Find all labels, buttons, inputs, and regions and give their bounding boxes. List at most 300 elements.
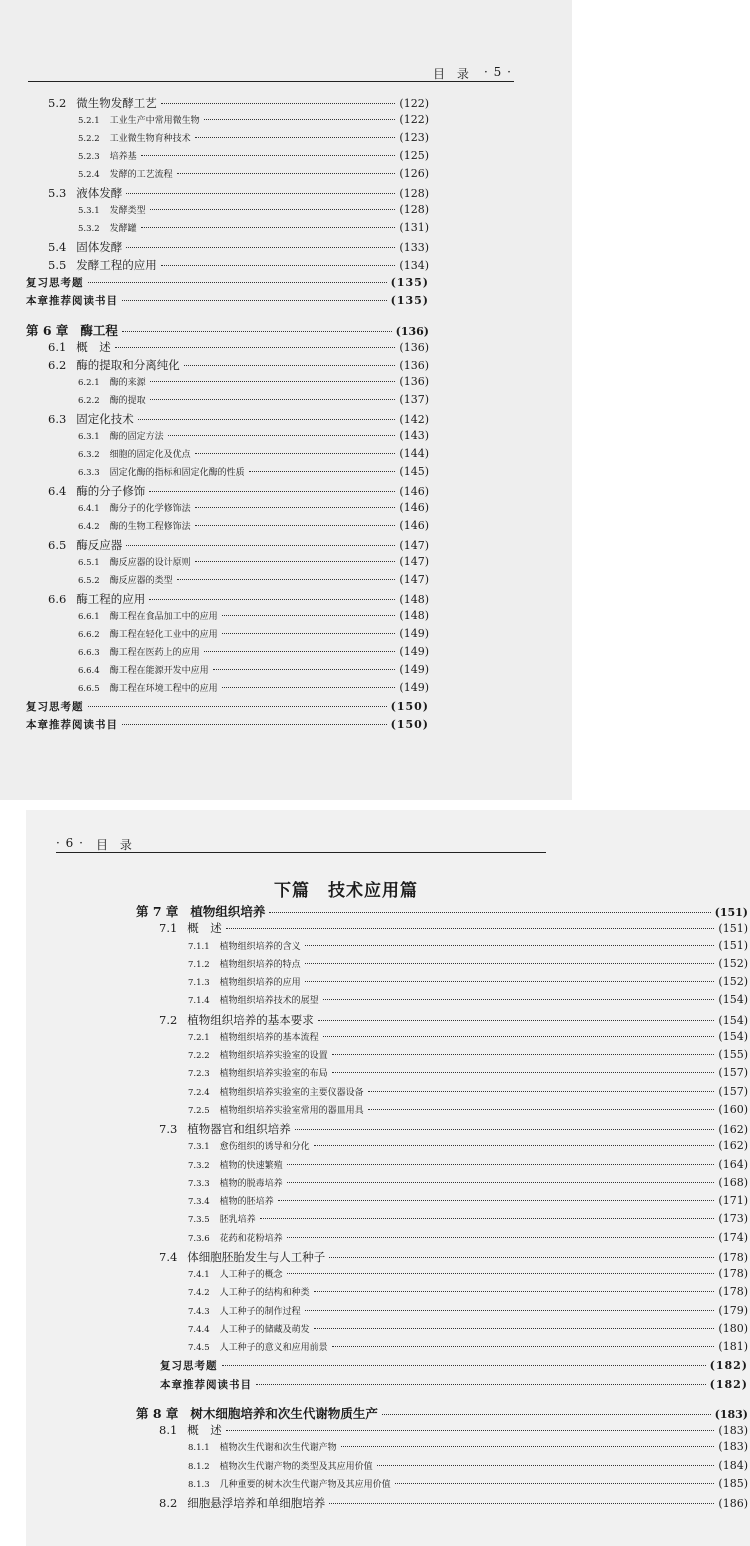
dot-leader bbox=[161, 103, 396, 104]
toc-entry bbox=[78, 681, 429, 694]
toc-entry-number: 6.2 bbox=[48, 358, 67, 372]
toc-entry-title: 植物组织培养的应用 bbox=[219, 978, 301, 988]
dot-leader bbox=[368, 1091, 715, 1092]
toc-entry-page: (137) bbox=[399, 393, 429, 406]
dot-leader bbox=[161, 265, 396, 266]
toc-entry-page: (146) bbox=[399, 501, 429, 514]
dot-leader bbox=[195, 525, 396, 526]
toc-entry-title: 微生物发酵工艺 bbox=[76, 96, 157, 110]
toc-entry-title: 植物的胚培养 bbox=[219, 1197, 274, 1207]
dot-leader bbox=[149, 491, 395, 492]
toc-entry-number: 7.3.5 bbox=[188, 1215, 210, 1226]
dot-leader bbox=[323, 1036, 715, 1037]
toc-entry-number: 7.4.3 bbox=[188, 1306, 210, 1317]
toc-entry-title: 胚乳培养 bbox=[219, 1215, 256, 1226]
toc-entry-title: 酶的提取和分离纯化 bbox=[76, 358, 180, 372]
toc-entry-page: (154) bbox=[718, 1013, 748, 1027]
toc-entry-page: (171) bbox=[718, 1194, 748, 1207]
dot-leader bbox=[222, 1365, 706, 1366]
toc-entry bbox=[78, 429, 429, 442]
toc-entry bbox=[48, 483, 429, 499]
toc-entry bbox=[78, 573, 429, 586]
toc-entry bbox=[78, 447, 429, 460]
dot-leader bbox=[141, 227, 396, 228]
dot-leader bbox=[88, 282, 387, 283]
toc-entry-number: 7.3 bbox=[159, 1122, 178, 1136]
toc-entry-number: 第 7 章 bbox=[136, 904, 179, 919]
toc-entry-page: (151) bbox=[714, 906, 748, 919]
toc-entry-page: (150) bbox=[390, 700, 429, 713]
toc-entry-title: 酶工程在能源开发中应用 bbox=[109, 666, 209, 676]
toc-entry-page: (126) bbox=[399, 167, 429, 180]
dot-leader bbox=[287, 1164, 715, 1165]
toc-entry-title: 酶反应器 bbox=[76, 538, 123, 552]
toc-entry-number: 7.4.2 bbox=[188, 1288, 210, 1299]
toc-entry-number: 6.2.1 bbox=[78, 378, 100, 388]
dot-leader bbox=[305, 963, 715, 964]
dot-leader bbox=[332, 1346, 715, 1347]
dot-leader bbox=[126, 545, 395, 546]
dot-leader bbox=[222, 615, 396, 616]
dot-leader bbox=[195, 561, 396, 562]
toc-entry-title: 酶工程在医药上的应用 bbox=[109, 648, 200, 658]
toc-entry bbox=[159, 1121, 748, 1137]
dot-leader bbox=[126, 193, 395, 194]
toc-entry-page: (154) bbox=[718, 1029, 748, 1043]
toc-entry-page: (162) bbox=[718, 1139, 748, 1153]
toc-entry-title: 酶的分子修饰 bbox=[76, 484, 146, 498]
toc-entry-page: (183) bbox=[718, 1440, 748, 1454]
toc-entry bbox=[159, 1422, 748, 1438]
toc-entry-number: 7.2.2 bbox=[188, 1051, 210, 1061]
toc-entry bbox=[26, 275, 429, 290]
toc-entry-title: 酶分子的化学修饰法 bbox=[109, 504, 191, 514]
toc-entry-number: 7.1 bbox=[159, 921, 178, 936]
toc-entry-title: 人工种子的储藏及萌发 bbox=[219, 1324, 310, 1335]
toc-entry bbox=[188, 1340, 748, 1353]
running-header: 目 录 bbox=[433, 67, 473, 81]
toc-entry-page: (135) bbox=[390, 294, 429, 307]
toc-entry-number: 7.3.1 bbox=[188, 1142, 210, 1153]
toc-entry-number: 6.4 bbox=[48, 484, 67, 498]
dot-leader bbox=[329, 1257, 714, 1258]
toc-entry-number: 7.1.3 bbox=[188, 978, 210, 988]
toc-entry-page: (182) bbox=[709, 1377, 748, 1391]
toc-entry-number: 6.3.3 bbox=[78, 468, 100, 478]
toc-entry-title: 工业微生物育种技术 bbox=[109, 134, 191, 144]
toc-entry-page: (186) bbox=[718, 1497, 748, 1510]
toc-entry-page: (122) bbox=[399, 113, 429, 126]
toc-entry bbox=[188, 1440, 748, 1453]
toc-entry-number: 5.2.3 bbox=[78, 152, 100, 162]
toc-entry-title: 植物组织培养的基本流程 bbox=[219, 1032, 319, 1043]
page-number: · 6 · bbox=[56, 836, 84, 850]
toc-entry-title: 培养基 bbox=[109, 152, 137, 162]
toc-entry-page: (133) bbox=[399, 241, 429, 254]
toc-entry-title: 复习思考题 bbox=[26, 701, 84, 713]
toc-entry bbox=[48, 185, 429, 201]
toc-entry-page: (183) bbox=[714, 1407, 748, 1421]
toc-entry bbox=[78, 609, 429, 622]
toc-entry-title: 固体发酵 bbox=[76, 240, 123, 254]
dot-leader bbox=[195, 137, 396, 138]
toc-entry-page: (178) bbox=[718, 1250, 748, 1264]
toc-entry-page: (135) bbox=[390, 276, 429, 289]
toc-entry-title: 愈伤组织的诱导和分化 bbox=[219, 1142, 310, 1153]
toc-entry bbox=[159, 920, 748, 936]
toc-entry-number: 5.3 bbox=[48, 186, 67, 200]
toc-entry-title: 复习思考题 bbox=[160, 1360, 218, 1373]
dot-leader bbox=[184, 365, 396, 366]
toc-entry-page: (183) bbox=[718, 1424, 748, 1437]
toc-entry bbox=[159, 1249, 748, 1265]
toc-entry bbox=[188, 1285, 748, 1298]
toc-entry-page: (178) bbox=[718, 1267, 748, 1280]
dot-leader bbox=[149, 599, 395, 600]
toc-entry bbox=[78, 131, 429, 144]
dot-leader bbox=[323, 999, 715, 1000]
toc-entry-title: 植物次生代谢和次生代谢产物 bbox=[219, 1443, 337, 1454]
toc-entry bbox=[188, 1176, 748, 1189]
toc-entry-page: (147) bbox=[399, 539, 429, 552]
toc-entry bbox=[188, 957, 748, 970]
toc-entry-number: 6.5.1 bbox=[78, 558, 100, 568]
toc-entry-page: (147) bbox=[399, 555, 429, 568]
toc-entry bbox=[188, 1304, 748, 1317]
toc-entry-number: 7.3.4 bbox=[188, 1197, 210, 1207]
dot-leader bbox=[305, 945, 715, 946]
toc-entry-title: 植物器官和组织培养 bbox=[187, 1122, 291, 1136]
toc-entry-number: 6.6.1 bbox=[78, 612, 100, 622]
toc-entry bbox=[78, 149, 429, 162]
toc-entry-number: 5.2.2 bbox=[78, 134, 100, 144]
toc-entry-page: (128) bbox=[399, 187, 429, 200]
toc-entry-number: 8.1.2 bbox=[188, 1461, 210, 1472]
toc-entry-page: (151) bbox=[718, 938, 748, 952]
toc-entry bbox=[48, 339, 429, 355]
toc-entry-page: (173) bbox=[718, 1212, 748, 1226]
toc-entry-number: 7.4.5 bbox=[188, 1343, 210, 1353]
toc-entry bbox=[48, 537, 429, 553]
toc-entry-number: 6.6.2 bbox=[78, 630, 100, 640]
toc-entry-number: 7.1.1 bbox=[188, 941, 210, 952]
toc-entry-title: 发酵罐 bbox=[109, 224, 137, 234]
toc-entry-page: (174) bbox=[718, 1230, 748, 1244]
dot-leader bbox=[226, 1430, 715, 1431]
toc-entry bbox=[188, 1477, 748, 1490]
dot-leader bbox=[177, 173, 396, 174]
toc-entry-title: 几种重要的树木次生代谢产物及其应用价值 bbox=[219, 1479, 391, 1490]
toc-entry bbox=[78, 167, 429, 180]
toc-entry-page: (148) bbox=[399, 609, 429, 622]
toc-entry-title: 概 述 bbox=[187, 1423, 222, 1437]
toc-entry-number: 7.2.4 bbox=[188, 1087, 210, 1098]
toc-entry-title: 发酵工程的应用 bbox=[76, 258, 157, 272]
toc-entry-number: 第 6 章 bbox=[26, 323, 69, 338]
dot-leader bbox=[332, 1072, 715, 1073]
dot-leader bbox=[329, 1503, 714, 1504]
toc-entry-title: 酶的提取 bbox=[109, 396, 146, 406]
running-header: 目 录 bbox=[96, 838, 136, 852]
dot-leader bbox=[314, 1145, 715, 1146]
toc-entry-page: (125) bbox=[399, 149, 429, 162]
toc-entry-title: 植物组织培养实验室的主要仪器设备 bbox=[219, 1087, 364, 1098]
dot-leader bbox=[138, 419, 396, 420]
toc-entry-number: 7.4.4 bbox=[188, 1324, 210, 1335]
header-rule bbox=[56, 852, 546, 853]
toc-entry bbox=[188, 1103, 748, 1116]
toc-entry-page: (151) bbox=[718, 922, 748, 936]
part-title: 下篇 技术应用篇 bbox=[274, 881, 418, 901]
toc-entry-title: 人工种子的概念 bbox=[219, 1270, 283, 1280]
dot-leader bbox=[382, 1414, 711, 1415]
toc-entry-page: (142) bbox=[399, 413, 429, 426]
toc-entry-page: (168) bbox=[718, 1175, 748, 1189]
dot-leader bbox=[368, 1109, 715, 1110]
toc-entry bbox=[78, 375, 429, 388]
dot-leader bbox=[287, 1237, 715, 1238]
toc-entry bbox=[78, 221, 429, 234]
toc-entry bbox=[188, 1030, 748, 1043]
toc-entry-title: 酶工程 bbox=[80, 323, 118, 338]
toc-entry bbox=[78, 645, 429, 658]
toc-entry bbox=[188, 1194, 748, 1207]
toc-entry-page: (149) bbox=[399, 663, 429, 676]
toc-entry-page: (146) bbox=[399, 519, 429, 532]
toc-entry bbox=[48, 357, 429, 373]
toc-entry-number: 8.1.1 bbox=[188, 1443, 210, 1454]
toc-entry-number: 5.2.4 bbox=[78, 170, 100, 180]
toc-entry-number: 6.6.4 bbox=[78, 666, 100, 676]
toc-entry-number: 7.2.3 bbox=[188, 1069, 210, 1080]
toc-entry-number: 7.2.1 bbox=[188, 1032, 210, 1043]
dot-leader bbox=[222, 687, 396, 688]
toc-entry-title: 植物的快速繁殖 bbox=[219, 1160, 283, 1171]
dot-leader bbox=[341, 1446, 715, 1447]
toc-entry-title: 酶工程在轻化工业中的应用 bbox=[109, 630, 218, 640]
toc-entry-page: (184) bbox=[718, 1458, 748, 1472]
toc-entry-title: 概 述 bbox=[187, 921, 222, 936]
dot-leader bbox=[226, 928, 715, 929]
toc-entry-page: (149) bbox=[399, 645, 429, 658]
toc-entry-number: 6.5.2 bbox=[78, 576, 100, 586]
toc-entry-page: (136) bbox=[399, 341, 429, 354]
toc-entry-page: (145) bbox=[399, 465, 429, 478]
toc-entry-title: 细胞悬浮培养和单细胞培养 bbox=[187, 1496, 326, 1510]
dot-leader bbox=[377, 1465, 715, 1466]
toc-entry bbox=[78, 393, 429, 406]
toc-entry-title: 人工种子的制作过程 bbox=[219, 1306, 301, 1317]
dot-leader bbox=[150, 399, 396, 400]
toc-entry-page: (150) bbox=[390, 718, 429, 731]
toc-entry-title: 本章推荐阅读书目 bbox=[26, 295, 118, 307]
toc-entry-page: (160) bbox=[718, 1102, 748, 1116]
toc-entry-title: 复习思考题 bbox=[26, 277, 84, 289]
toc-entry-page: (136) bbox=[395, 325, 429, 338]
toc-entry bbox=[188, 1085, 748, 1098]
toc-entry-number: 6.6.3 bbox=[78, 648, 100, 658]
toc-entry-title: 体细胞胚胎发生与人工种子 bbox=[187, 1249, 326, 1264]
toc-entry-page: (147) bbox=[399, 573, 429, 586]
toc-entry-page: (136) bbox=[399, 375, 429, 388]
toc-entry-title: 酶反应器的设计原则 bbox=[109, 558, 191, 568]
toc-entry-number: 8.1.3 bbox=[188, 1479, 210, 1490]
toc-entry-number: 5.3.1 bbox=[78, 206, 100, 216]
toc-entry-title: 酶的生物工程修饰法 bbox=[109, 522, 191, 532]
dot-leader bbox=[222, 633, 396, 634]
dot-leader bbox=[256, 1384, 706, 1385]
dot-leader bbox=[332, 1054, 715, 1055]
toc-entry-page: (180) bbox=[718, 1321, 748, 1335]
page-number: · 5 · bbox=[484, 65, 512, 79]
toc-entry-title: 发酵的工艺流程 bbox=[109, 170, 173, 180]
toc-entry-number: 5.4 bbox=[48, 240, 67, 254]
dot-leader bbox=[314, 1291, 715, 1292]
toc-entry-title: 酶的固定方法 bbox=[109, 432, 164, 442]
dot-leader bbox=[195, 507, 396, 508]
toc-entry-title: 液体发酵 bbox=[76, 186, 123, 200]
dot-leader bbox=[150, 381, 396, 382]
toc-entry-title: 工业生产中常用微生物 bbox=[109, 116, 200, 126]
toc-entry-page: (155) bbox=[718, 1048, 748, 1061]
toc-entry bbox=[78, 519, 429, 532]
toc-entry bbox=[26, 293, 429, 308]
toc-entry-title: 酶工程在环境工程中的应用 bbox=[109, 684, 218, 694]
dot-leader bbox=[195, 453, 396, 454]
toc-entry bbox=[188, 1322, 748, 1335]
toc-entry-number: 6.2.2 bbox=[78, 396, 100, 406]
toc-entry-number: 7.1.2 bbox=[188, 959, 210, 970]
toc-entry-page: (179) bbox=[718, 1303, 748, 1317]
toc-page-6 bbox=[26, 810, 750, 1546]
toc-entry-number: 6.1 bbox=[48, 340, 67, 354]
toc-entry-number: 6.4.2 bbox=[78, 522, 100, 532]
toc-entry-title: 概 述 bbox=[76, 340, 111, 354]
toc-entry-page: (152) bbox=[718, 975, 748, 988]
dot-leader bbox=[318, 1020, 715, 1021]
dot-leader bbox=[295, 1129, 715, 1130]
toc-entry-number: 5.2 bbox=[48, 96, 67, 110]
toc-entry-number: 5.5 bbox=[48, 258, 67, 272]
toc-entry-title: 植物组织培养实验室的布局 bbox=[219, 1069, 328, 1080]
toc-entry bbox=[188, 1158, 748, 1171]
toc-entry-page: (157) bbox=[718, 1084, 748, 1098]
toc-entry bbox=[188, 1048, 748, 1061]
toc-entry-page: (181) bbox=[718, 1340, 748, 1353]
dot-leader bbox=[141, 155, 396, 156]
dot-leader bbox=[122, 300, 387, 301]
toc-entry bbox=[188, 975, 748, 988]
toc-entry-page: (162) bbox=[718, 1123, 748, 1136]
toc-entry-title: 酶工程的应用 bbox=[76, 592, 146, 606]
toc-entry-title: 本章推荐阅读书目 bbox=[26, 719, 118, 731]
toc-entry-number: 6.3.2 bbox=[78, 450, 100, 460]
toc-entry-page: (149) bbox=[399, 681, 429, 694]
toc-entry-title: 植物组织培养的特点 bbox=[219, 959, 301, 970]
toc-entry-title: 人工种子的意义和应用前景 bbox=[219, 1343, 328, 1353]
toc-entry-number: 7.4.1 bbox=[188, 1270, 210, 1280]
toc-entry bbox=[26, 699, 429, 714]
dot-leader bbox=[287, 1182, 715, 1183]
dot-leader bbox=[168, 435, 396, 436]
toc-entry-page: (182) bbox=[709, 1359, 748, 1373]
toc-entry-page: (164) bbox=[718, 1157, 748, 1171]
toc-entry bbox=[160, 1377, 748, 1392]
dot-leader bbox=[287, 1273, 715, 1274]
toc-entry-title: 花药和花粉培养 bbox=[219, 1233, 283, 1244]
toc-entry-number: 8.1 bbox=[159, 1423, 178, 1437]
header-rule bbox=[28, 81, 514, 82]
dot-leader bbox=[314, 1328, 715, 1329]
toc-entry-page: (152) bbox=[718, 956, 748, 970]
toc-entry-number: 6.3.1 bbox=[78, 432, 100, 442]
dot-leader bbox=[249, 471, 396, 472]
toc-entry bbox=[188, 1139, 748, 1152]
dot-leader bbox=[150, 209, 396, 210]
toc-entry-title: 植物组织培养实验室常用的器皿用具 bbox=[219, 1105, 364, 1116]
toc-entry-number: 6.3 bbox=[48, 412, 67, 426]
toc-entry-number: 6.5 bbox=[48, 538, 67, 552]
toc-entry-page: (134) bbox=[399, 259, 429, 272]
toc-entry bbox=[160, 1358, 748, 1373]
toc-entry bbox=[188, 939, 748, 952]
toc-entry-number: 7.4 bbox=[159, 1249, 178, 1264]
toc-entry-title: 发酵类型 bbox=[109, 206, 146, 216]
toc-entry bbox=[48, 95, 429, 111]
toc-entry-title: 固定化技术 bbox=[76, 412, 134, 426]
toc-entry-number: 7.1.4 bbox=[188, 996, 210, 1007]
toc-entry-page: (143) bbox=[399, 429, 429, 442]
dot-leader bbox=[305, 981, 715, 982]
toc-entry-page: (185) bbox=[718, 1476, 748, 1490]
toc-chapter-entry bbox=[136, 902, 748, 920]
toc-entry-title: 植物组织培养技术的展望 bbox=[219, 996, 319, 1007]
toc-entry-page: (146) bbox=[399, 485, 429, 498]
toc-entry-page: (178) bbox=[718, 1285, 748, 1299]
toc-page-5 bbox=[0, 0, 572, 800]
toc-entry bbox=[159, 1495, 748, 1511]
toc-entry-page: (154) bbox=[718, 993, 748, 1007]
toc-entry-number: 7.3.6 bbox=[188, 1233, 210, 1244]
toc-entry-number: 7.3.2 bbox=[188, 1160, 210, 1171]
dot-leader bbox=[395, 1483, 715, 1484]
toc-entry-title: 植物次生代谢产物的类型及其应用价值 bbox=[219, 1461, 373, 1472]
toc-entry bbox=[48, 257, 429, 273]
toc-entry bbox=[26, 717, 429, 732]
toc-entry-title: 本章推荐阅读书目 bbox=[160, 1378, 252, 1391]
toc-entry bbox=[188, 1267, 748, 1280]
dot-leader bbox=[177, 579, 396, 580]
toc-entry-page: (148) bbox=[399, 593, 429, 606]
dot-leader bbox=[204, 119, 396, 120]
toc-chapter-entry bbox=[26, 321, 429, 339]
toc-entry-title: 固定化酶的指标和固定化酶的性质 bbox=[109, 468, 245, 478]
toc-chapter-entry bbox=[136, 1404, 748, 1422]
toc-entry bbox=[48, 591, 429, 607]
dot-leader bbox=[269, 912, 710, 913]
toc-entry-number: 6.6.5 bbox=[78, 684, 100, 694]
toc-entry-number: 8.2 bbox=[159, 1496, 178, 1510]
toc-entry-number: 7.2 bbox=[159, 1012, 178, 1027]
toc-entry-title: 植物的脱毒培养 bbox=[219, 1178, 283, 1189]
dot-leader bbox=[115, 347, 396, 348]
toc-entry bbox=[48, 411, 429, 427]
toc-entry-title: 植物组织培养的含义 bbox=[219, 941, 301, 952]
toc-entry-page: (128) bbox=[399, 203, 429, 216]
toc-entry-title: 人工种子的结构和种类 bbox=[219, 1288, 310, 1299]
toc-entry-page: (131) bbox=[399, 221, 429, 234]
dot-leader bbox=[126, 247, 395, 248]
